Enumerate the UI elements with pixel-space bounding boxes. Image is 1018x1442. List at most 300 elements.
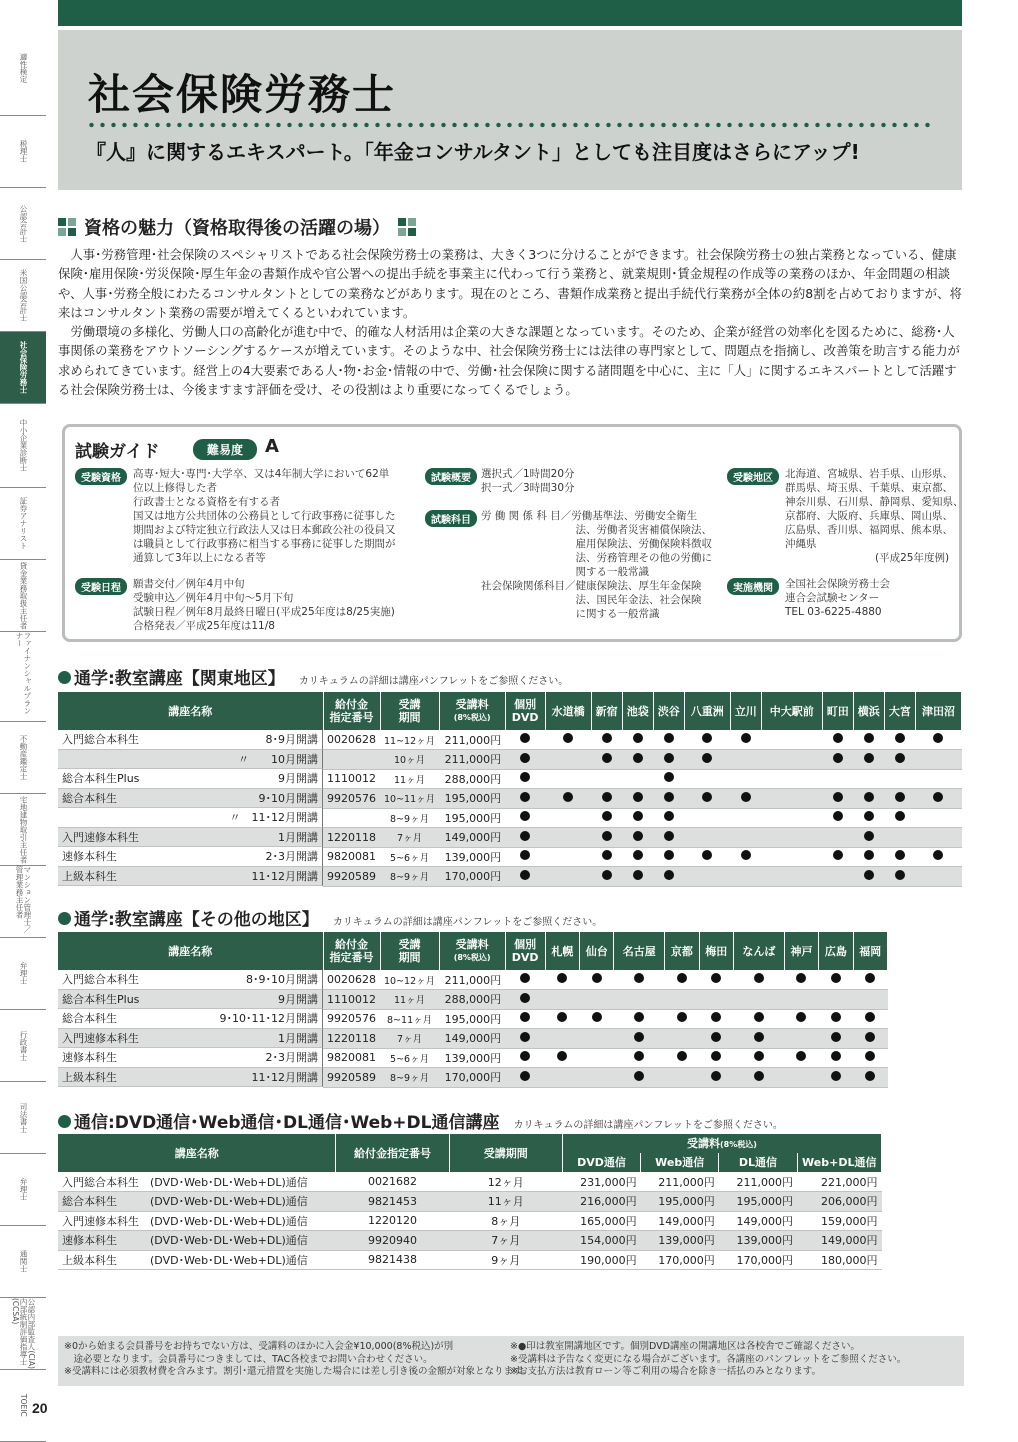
availability-dot-icon — [664, 792, 674, 802]
availability-dot-icon — [933, 733, 943, 743]
school-cell — [665, 970, 699, 990]
col-school: 福岡 — [853, 932, 887, 970]
side-tab[interactable] — [0, 1010, 46, 1082]
page-header — [58, 30, 962, 190]
dl-fee-cell: 149,000円 — [719, 1211, 797, 1231]
availability-dot-icon — [833, 811, 843, 821]
webdl-fee-cell: 159,000円 — [797, 1211, 881, 1231]
school-cell — [653, 750, 684, 770]
school-cell — [580, 990, 614, 1010]
course-start: 1月開講 — [278, 830, 318, 844]
dotted-divider — [86, 122, 936, 128]
course-cell — [58, 730, 323, 750]
col-code: 給付金指定番号 — [336, 1134, 449, 1172]
period-cell: 7ヶ月 — [380, 1029, 439, 1049]
school-cell — [699, 1048, 733, 1068]
col-code: 給付金 指定番号 — [323, 692, 380, 730]
fee-cell: 149,000円 — [439, 828, 505, 848]
course-start: 8･9･10月開講 — [246, 973, 318, 987]
fee-cell: 211,000円 — [439, 730, 505, 750]
school-cell — [761, 789, 822, 809]
school-cell — [665, 1009, 699, 1029]
availability-dot-icon — [634, 973, 644, 983]
notes-right: ※●印は教室開講地区です。個別DVD講座の開講地区は各校舎でご確認ください。 ※受講料は予告なく変更になる場合がございます。各講座のパンフレットをご参照ください。 ※お支払方法は教育ローン等ご利用の場合を除き一括払のみとなります。 — [510, 1341, 907, 1377]
table-row — [58, 730, 962, 750]
school-cell — [784, 1009, 818, 1029]
availability-dot-icon — [633, 811, 643, 821]
school-cell — [853, 789, 884, 809]
school-cell — [665, 1048, 699, 1068]
dvd-cell — [505, 828, 545, 848]
availability-dot-icon — [520, 973, 530, 983]
school-cell — [853, 990, 887, 1010]
period-cell: 8ヶ月 — [449, 1211, 562, 1231]
school-cell — [653, 769, 684, 789]
availability-dot-icon — [833, 733, 843, 743]
course-cell — [58, 769, 323, 789]
school-cell — [884, 789, 915, 809]
course-start: 9月開講 — [278, 772, 318, 786]
side-tab[interactable] — [0, 332, 46, 404]
school-cell — [622, 730, 653, 750]
course-start: 〃 10月開講 — [238, 752, 318, 766]
school-cell — [730, 867, 761, 887]
availability-dot-icon — [833, 792, 843, 802]
dvd-cell — [505, 789, 545, 809]
code-cell: 0020628 — [323, 730, 380, 750]
table-row — [58, 867, 962, 887]
period-cell: 11~12ヶ月 — [380, 730, 439, 750]
page-number: 20 — [32, 1400, 48, 1416]
school-cell — [853, 1048, 887, 1068]
period-cell: 11ヶ月 — [380, 990, 439, 1010]
school-cell — [819, 1048, 853, 1068]
school-cell — [545, 867, 591, 887]
table-row — [58, 1192, 882, 1212]
availability-dot-icon — [796, 1012, 806, 1022]
exam-guide-box — [62, 424, 962, 642]
dvd-fee-cell: 190,000円 — [562, 1250, 640, 1270]
school-cell — [884, 828, 915, 848]
page-title: 社会保険労務士 — [88, 70, 397, 119]
school-cell — [684, 867, 730, 887]
side-tab-label: 弁理士 — [18, 962, 28, 985]
web-fee-cell: 170,000円 — [641, 1250, 719, 1270]
side-tab[interactable] — [0, 632, 46, 722]
course-cell — [58, 828, 323, 848]
table-row — [58, 1231, 882, 1251]
course-name: 入門速修本科生 — [62, 1214, 139, 1228]
col-school: 立川 — [730, 692, 761, 730]
school-cell — [822, 828, 853, 848]
school-cell — [684, 847, 730, 867]
availability-dot-icon — [664, 870, 674, 880]
subjects-text: 労 働 関 係 科 目／労働基準法、労働安全衛生 法、労働者災害補償保険法、 雇用保険法、労働保険料徴収 法、労務管理その他の労働に 関する一般常識 社会保険関係科目／健康保険法、厚生年金保険 法、国民年金法、社会保険 に関する一般常識 — [481, 510, 712, 620]
school-cell — [784, 1048, 818, 1068]
side-tab[interactable] — [0, 1154, 46, 1226]
school-cell — [819, 1009, 853, 1029]
school-cell — [853, 847, 884, 867]
course-cell — [58, 1029, 323, 1049]
distance-note: カリキュラムの詳細は講座パンフレットをご参照ください。 — [513, 1120, 783, 1131]
school-cell — [684, 789, 730, 809]
school-cell — [580, 1029, 614, 1049]
course-media: (DVD･Web･DL･Web+DL)通信 — [150, 1195, 308, 1209]
notes-left: ※0から始まる会員番号をお持ちでない方は、受講料のほかに入会金¥10,000(8%税込)が別 途必要となります。会員番号につきましては、TAC各校までお問い合わせください。 ※受講料には必須教材費を含みます。割引･還元措置を実施した場合には差し引き後の金額が対象となります。 — [64, 1341, 532, 1377]
availability-dot-icon — [520, 1051, 530, 1061]
side-tab[interactable] — [0, 1226, 46, 1298]
availability-dot-icon — [633, 870, 643, 880]
side-tab[interactable] — [0, 488, 46, 560]
availability-dot-icon — [702, 850, 712, 860]
side-tab[interactable] — [0, 560, 46, 632]
guide-title: 試験ガイド — [75, 442, 160, 462]
school-cell — [684, 808, 730, 828]
course-media: (DVD･Web･DL･Web+DL)通信 — [150, 1253, 308, 1267]
school-cell — [884, 867, 915, 887]
availability-dot-icon — [864, 811, 874, 821]
school-cell — [699, 970, 733, 990]
availability-dot-icon — [895, 811, 905, 821]
dl-fee-cell: 195,000円 — [719, 1192, 797, 1212]
col-fee — [562, 1134, 881, 1153]
col-period: 受講 期間 — [380, 692, 439, 730]
dvd-cell — [505, 808, 545, 828]
webdl-fee-cell: 180,000円 — [797, 1250, 881, 1270]
school-cell — [784, 1029, 818, 1049]
side-tab-label: TOEIC — [18, 1394, 28, 1417]
course-cell — [58, 808, 323, 828]
dvd-fee-cell: 231,000円 — [562, 1172, 640, 1192]
webdl-fee-cell: 206,000円 — [797, 1192, 881, 1212]
side-tab-label: 通関士 — [18, 1250, 28, 1273]
side-tab[interactable] — [0, 938, 46, 1010]
school-cell — [545, 970, 579, 990]
school-cell — [761, 847, 822, 867]
course-name: 総合本科生Plus — [62, 992, 140, 1006]
col-school: 津田沼 — [915, 692, 961, 730]
other-section-heading — [58, 905, 602, 930]
side-tab[interactable] — [0, 116, 46, 188]
course-cell — [58, 847, 323, 867]
code-cell: 9920589 — [323, 867, 380, 887]
school-cell — [580, 1068, 614, 1088]
school-cell — [591, 867, 622, 887]
code-cell: 9821453 — [336, 1192, 449, 1212]
school-cell — [665, 990, 699, 1010]
dvd-cell — [505, 990, 545, 1010]
kanto-course-table — [58, 692, 962, 887]
school-cell — [545, 1068, 579, 1088]
dvd-cell — [505, 970, 545, 990]
school-cell — [761, 750, 822, 770]
code-cell: 1110012 — [323, 990, 380, 1010]
course-cell — [58, 1009, 323, 1029]
availability-dot-icon — [634, 1012, 644, 1022]
availability-dot-icon — [602, 870, 612, 880]
appeal-heading-text: 資格の魅力（資格取得後の活躍の場） — [84, 218, 390, 239]
course-cell — [58, 1172, 336, 1192]
period-cell: 10~12ヶ月 — [380, 970, 439, 990]
availability-dot-icon — [520, 1071, 530, 1081]
availability-dot-icon — [633, 733, 643, 743]
availability-dot-icon — [741, 850, 751, 860]
side-tab[interactable] — [0, 794, 46, 866]
side-tab-label: 社会保険労務士 — [18, 341, 28, 394]
table-row — [58, 1029, 888, 1049]
availability-dot-icon — [864, 850, 874, 860]
side-tab[interactable] — [0, 1082, 46, 1154]
school-cell — [545, 1009, 579, 1029]
school-cell — [730, 828, 761, 848]
side-tab[interactable] — [0, 188, 46, 260]
area-label: 受験地区 — [727, 468, 779, 485]
table-row — [58, 1068, 888, 1088]
school-cell — [591, 789, 622, 809]
school-cell — [819, 1068, 853, 1088]
webdl-fee-cell: 221,000円 — [797, 1172, 881, 1192]
course-name: 速修本科生 — [62, 850, 117, 864]
school-cell — [699, 1068, 733, 1088]
schedule-text: 願書交付／例年4月中旬 受験申込／例年4月中旬～5月下旬 試験日程／例年8月最終日曜日(平成25年度は8/25実施) 合格発表／平成25年度は11/8 — [133, 578, 395, 632]
table-row — [58, 828, 962, 848]
col-dvd-fee: DVD通信 — [562, 1153, 640, 1172]
course-start: 2･3月開講 — [265, 850, 318, 864]
page-subtitle: 『人』に関するエキスパート。「年金コンサルタント」としても注目度はさらにアップ! — [86, 140, 860, 164]
school-cell — [622, 808, 653, 828]
school-cell — [699, 990, 733, 1010]
school-cell — [614, 970, 665, 990]
school-cell — [884, 769, 915, 789]
availability-dot-icon — [602, 753, 612, 763]
availability-dot-icon — [711, 1051, 721, 1061]
course-cell — [58, 1068, 323, 1088]
availability-dot-icon — [895, 850, 905, 860]
col-school: 梅田 — [699, 932, 733, 970]
period-cell: 10~11ヶ月 — [380, 789, 439, 809]
availability-dot-icon — [664, 811, 674, 821]
period-cell: 9ヶ月 — [449, 1250, 562, 1270]
school-cell — [884, 730, 915, 750]
school-cell — [622, 750, 653, 770]
table-row — [58, 1250, 882, 1270]
table-row — [58, 847, 962, 867]
col-course: 講座名称 — [58, 932, 323, 970]
web-fee-cell: 139,000円 — [641, 1231, 719, 1251]
col-school: なんば — [733, 932, 784, 970]
availability-dot-icon — [831, 1032, 841, 1042]
availability-dot-icon — [633, 850, 643, 860]
availability-dot-icon — [520, 792, 530, 802]
table-row — [58, 1211, 882, 1231]
fee-sub-label: (8%税込) — [453, 713, 491, 722]
side-tab-label: 公認内部監査人(CIA)内部統制評価指導士(CCSA) — [11, 1298, 36, 1369]
period-cell: 8~9ヶ月 — [380, 867, 439, 887]
square-bullet-icon — [398, 218, 416, 236]
web-fee-cell: 149,000円 — [641, 1211, 719, 1231]
course-name: 総合本科生Plus — [62, 772, 140, 786]
school-cell — [614, 1029, 665, 1049]
fee-cell: 288,000円 — [439, 990, 505, 1010]
table-row — [58, 1009, 888, 1029]
school-cell — [884, 847, 915, 867]
fee-label: 受講料 — [455, 938, 489, 951]
school-cell — [653, 808, 684, 828]
availability-dot-icon — [592, 1012, 602, 1022]
table-row — [58, 789, 962, 809]
school-cell — [733, 970, 784, 990]
school-cell — [545, 1048, 579, 1068]
course-name: 入門速修本科生 — [62, 830, 139, 844]
course-start: 2･3月開講 — [265, 1051, 318, 1065]
school-cell — [614, 1068, 665, 1088]
school-cell — [915, 730, 961, 750]
dl-fee-cell: 170,000円 — [719, 1250, 797, 1270]
outline-text: 選択式／1時間20分 択一式／3時間30分 — [481, 468, 575, 494]
availability-dot-icon — [602, 792, 612, 802]
course-cell — [58, 1211, 336, 1231]
school-cell — [591, 828, 622, 848]
course-cell — [58, 789, 323, 809]
availability-dot-icon — [633, 792, 643, 802]
side-tab-label: 米国公認会計士 — [18, 269, 28, 322]
school-cell — [684, 730, 730, 750]
availability-dot-icon — [557, 1012, 567, 1022]
availability-dot-icon — [864, 792, 874, 802]
availability-dot-icon — [664, 850, 674, 860]
course-name: 総合本科生 — [62, 1012, 117, 1026]
school-cell — [853, 808, 884, 828]
col-school: 広島 — [819, 932, 853, 970]
availability-dot-icon — [520, 733, 530, 743]
col-school: 仙台 — [580, 932, 614, 970]
period-cell: 8~11ヶ月 — [380, 1009, 439, 1029]
school-cell — [761, 769, 822, 789]
school-cell — [853, 750, 884, 770]
availability-dot-icon — [895, 733, 905, 743]
period-cell: 7ヶ月 — [380, 828, 439, 848]
area-text: 北海道、宮城県、岩手県、山形県、 群馬県、埼玉県、千葉県、東京都、 神奈川県、石川県、静岡県、愛知県、 京都府、大阪府、兵庫県、岡山県、 広島県、香川県、福岡県、熊本県、 沖縄県 — [785, 468, 964, 550]
availability-dot-icon — [602, 733, 612, 743]
dvd-cell — [505, 730, 545, 750]
dl-fee-cell: 139,000円 — [719, 1231, 797, 1251]
availability-dot-icon — [796, 1051, 806, 1061]
availability-dot-icon — [754, 973, 764, 983]
side-tab[interactable] — [0, 1298, 46, 1370]
dvd-cell — [505, 1048, 545, 1068]
square-bullet-icon — [58, 218, 76, 236]
school-cell — [699, 1029, 733, 1049]
col-code: 給付金 指定番号 — [323, 932, 380, 970]
availability-dot-icon — [831, 1071, 841, 1081]
appeal-heading — [58, 214, 416, 240]
school-cell — [733, 990, 784, 1010]
side-tab-label: 中小企業診断士 — [18, 419, 28, 472]
availability-dot-icon — [664, 733, 674, 743]
side-tab[interactable] — [0, 722, 46, 794]
school-cell — [591, 808, 622, 828]
fee-label: 受講料 — [686, 1136, 720, 1150]
code-cell: 9821438 — [336, 1250, 449, 1270]
availability-dot-icon — [741, 733, 751, 743]
school-cell — [853, 867, 884, 887]
school-cell — [915, 789, 961, 809]
period-cell: 11ヶ月 — [449, 1192, 562, 1212]
qualification-text: 高専･短大･専門･大学卒、又は4年制大学において62単 位以上修得した者 行政書士となる資格を有する者 国又は地方公共団体の公務員として行政事務に従事した 期間および特定独立行政法人又は日本郵政公社の役員又 は職員として行政事務に相当する事務に従事した期間が 通算して3年以上になる者等 — [133, 468, 396, 564]
availability-dot-icon — [895, 753, 905, 763]
course-media: (DVD･Web･DL･Web+DL)通信 — [150, 1175, 308, 1189]
school-cell — [884, 750, 915, 770]
code-cell: 9920589 — [323, 1068, 380, 1088]
side-tab-label: 行政書士 — [18, 1030, 28, 1061]
school-cell — [545, 1029, 579, 1049]
school-cell — [622, 769, 653, 789]
circle-bullet-icon — [58, 1115, 71, 1128]
school-cell — [915, 867, 961, 887]
code-cell: 9920940 — [336, 1231, 449, 1251]
side-tab[interactable] — [0, 20, 46, 116]
availability-dot-icon — [520, 811, 530, 821]
code-cell: 9820081 — [323, 1048, 380, 1068]
school-cell — [733, 1048, 784, 1068]
availability-dot-icon — [933, 850, 943, 860]
table-row — [58, 769, 962, 789]
organization-label: 実施機関 — [727, 578, 779, 595]
code-cell: 9820081 — [323, 847, 380, 867]
table-row — [58, 808, 962, 828]
school-cell — [730, 789, 761, 809]
side-tab[interactable] — [0, 404, 46, 488]
availability-dot-icon — [754, 1071, 764, 1081]
school-cell — [684, 750, 730, 770]
availability-dot-icon — [831, 1051, 841, 1061]
fee-cell: 139,000円 — [439, 1048, 505, 1068]
availability-dot-icon — [520, 850, 530, 860]
course-name: 入門総合本科生 — [62, 973, 139, 987]
col-school: 池袋 — [622, 692, 653, 730]
availability-dot-icon — [895, 870, 905, 880]
availability-dot-icon — [754, 1051, 764, 1061]
period-cell: 5~6ヶ月 — [380, 847, 439, 867]
school-cell — [580, 1009, 614, 1029]
period-cell: 12ヶ月 — [449, 1172, 562, 1192]
web-fee-cell: 211,000円 — [641, 1172, 719, 1192]
availability-dot-icon — [520, 1032, 530, 1042]
difficulty-value: A — [265, 436, 279, 457]
period-cell: 10ヶ月 — [380, 750, 439, 770]
availability-dot-icon — [711, 1032, 721, 1042]
availability-dot-icon — [865, 1071, 875, 1081]
availability-dot-icon — [831, 1012, 841, 1022]
school-cell — [853, 1029, 887, 1049]
availability-dot-icon — [633, 753, 643, 763]
other-heading: 通学:教室講座【その他の地区】 — [74, 910, 319, 930]
side-tab[interactable] — [0, 260, 46, 332]
school-cell — [653, 847, 684, 867]
side-tab[interactable] — [0, 866, 46, 938]
circle-bullet-icon — [58, 671, 71, 684]
code-cell: 1220118 — [323, 828, 380, 848]
availability-dot-icon — [664, 772, 674, 782]
table-row — [58, 1172, 882, 1192]
availability-dot-icon — [933, 792, 943, 802]
course-start: 9月開講 — [278, 992, 318, 1006]
col-school: 札幌 — [545, 932, 579, 970]
table-row — [58, 990, 888, 1010]
school-cell — [545, 990, 579, 1010]
school-cell — [665, 1068, 699, 1088]
availability-dot-icon — [864, 831, 874, 841]
